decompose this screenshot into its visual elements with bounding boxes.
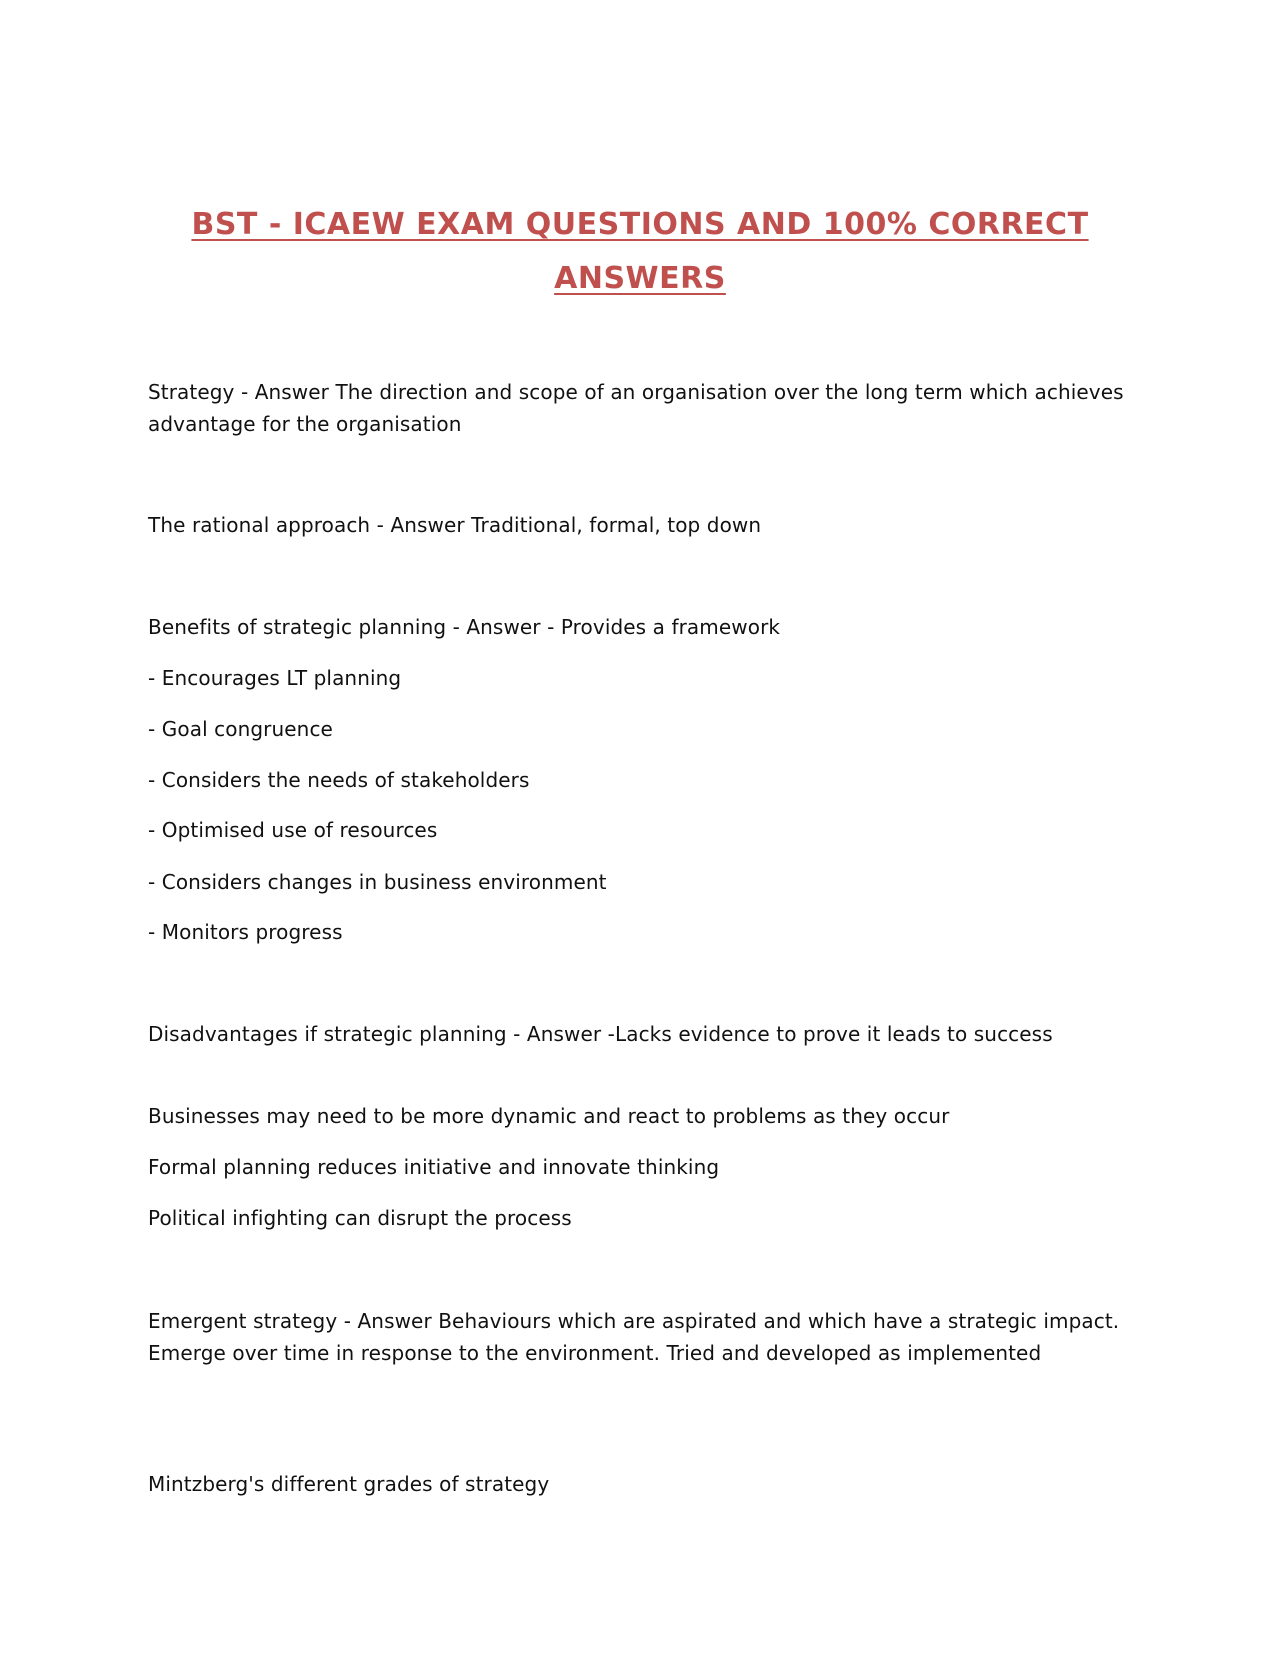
title-line-1: BST - ICAEW EXAM QUESTIONS AND 100% CORRECT — [191, 207, 1089, 242]
rational-approach-definition: The rational approach - Answer Traditional, formal, top down — [148, 513, 762, 537]
disadvantage-item: Businesses may need to be more dynamic and react to problems as they occur — [148, 1104, 950, 1128]
benefit-item: - Monitors progress — [148, 920, 343, 944]
benefit-item: - Goal congruence — [148, 717, 333, 741]
title-line-2: ANSWERS — [554, 261, 726, 296]
benefit-item: - Considers the needs of stakeholders — [148, 768, 530, 792]
disadvantage-item: Political infighting can disrupt the process — [148, 1206, 572, 1230]
benefit-item: - Optimised use of resources — [148, 818, 438, 842]
emergent-strategy-definition: Emergent strategy - Answer Behaviours which are aspirated and which have a strategic impact. Emerge over time in response to the environment. Tried and developed as implemented — [148, 1309, 1120, 1365]
disadvantage-item: Formal planning reduces initiative and innovate thinking — [148, 1155, 720, 1179]
mintzberg-heading: Mintzberg's different grades of strategy — [148, 1472, 550, 1496]
benefit-item: - Considers changes in business environment — [148, 870, 607, 894]
strategy-definition: Strategy - Answer The direction and scope of an organisation over the long term which achieves advantage for the organisation — [148, 380, 1124, 436]
document-title — [140, 198, 1140, 306]
benefit-item: - Encourages LT planning — [148, 666, 402, 690]
disadvantages-heading: Disadvantages if strategic planning - Answer -Lacks evidence to prove it leads to success — [148, 1022, 1053, 1046]
benefits-heading: Benefits of strategic planning - Answer - Provides a framework — [148, 615, 781, 639]
